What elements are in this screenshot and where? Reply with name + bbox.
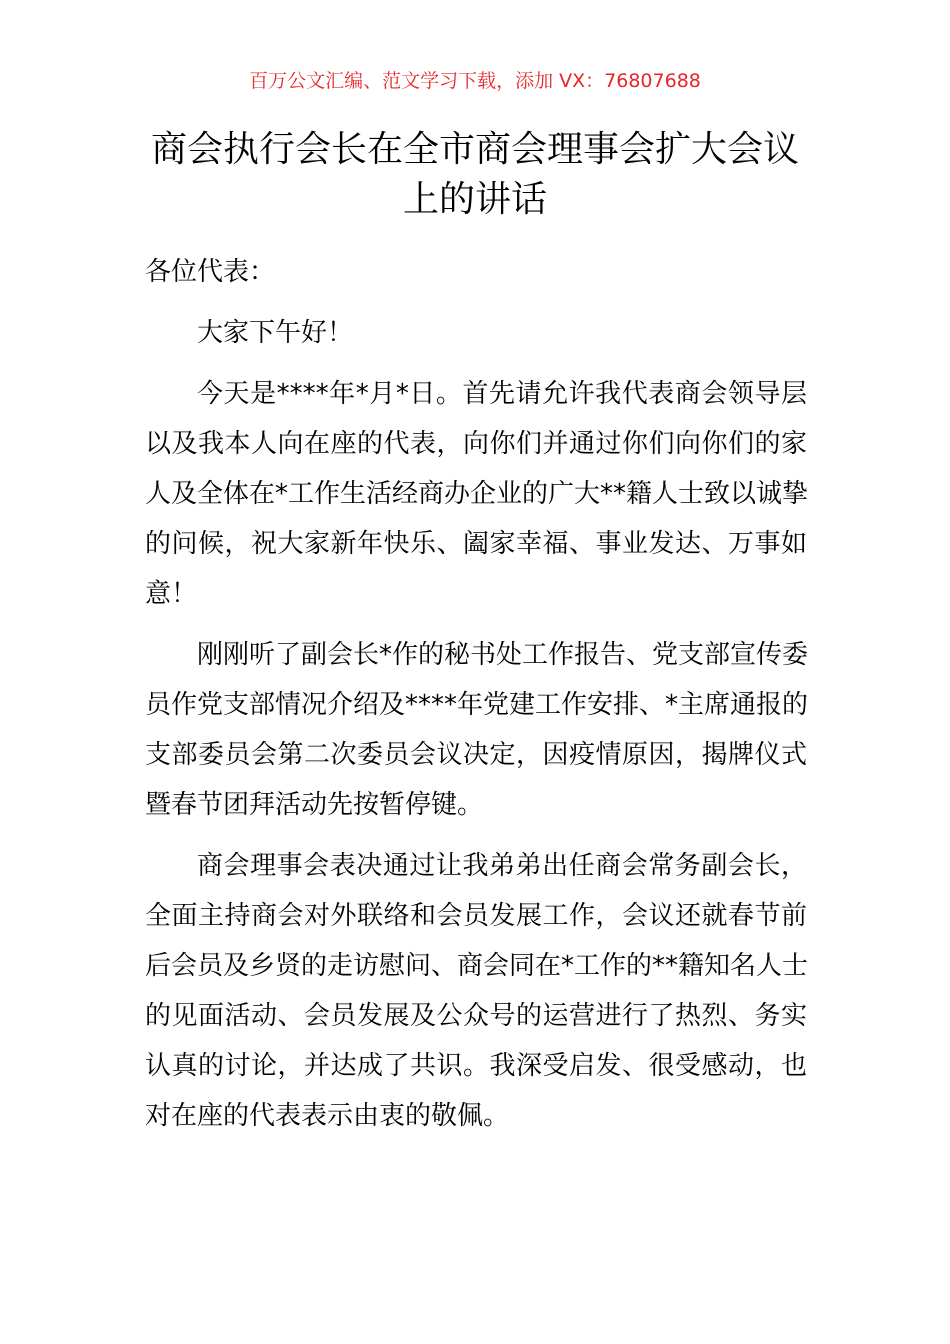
text-line: 后会员及乡贤的走访慰问、商会同在*工作的**籍知名人士: [145, 951, 809, 981]
text-line: 商会理事会表决通过让我弟弟出任商会常务副会长，: [197, 851, 807, 881]
text-line: 刚刚听了副会长*作的秘书处工作报告、党支部宣传委: [197, 640, 809, 670]
document-title: [130, 125, 820, 225]
text-line: 支部委员会第二次委员会议决定，因疫情原因，揭牌仪式: [145, 740, 807, 770]
text-line: 的问候，祝大家新年快乐、阖家幸福、事业发达、万事如: [145, 529, 807, 559]
paragraph: [145, 841, 807, 1141]
watermark-header: 百万公文汇编、范文学习下载，添加 VX：76807688: [249, 70, 701, 92]
title-line: 商会执行会长在全市商会理事会扩大会议: [150, 129, 799, 170]
text-line: 以及我本人向在座的代表，向你们并通过你们向你们的家: [145, 429, 807, 459]
text-line: 员作党支部情况介绍及****年党建工作安排、*主席通报的: [145, 690, 809, 720]
text-line: 意！: [145, 579, 198, 609]
greeting: [145, 308, 807, 358]
text-line: 暨春节团拜活动先按暂停键。: [145, 790, 484, 820]
text-line: 各位代表：: [145, 257, 276, 287]
title-line: 上的讲话: [402, 179, 547, 220]
text-line: 认真的讨论，并达成了共识。我深受启发、很受感动，也: [145, 1051, 807, 1081]
document-body: [145, 247, 807, 1141]
text-line: 今天是****年*月*日。首先请允许我代表商会领导层: [197, 379, 807, 409]
text-line: 大家下午好！: [197, 318, 354, 348]
paragraph: [145, 630, 807, 830]
text-line: 全面主持商会对外联络和会员发展工作，会议还就春节前: [145, 901, 807, 931]
text-line: 对在座的代表表示由衷的敬佩。: [145, 1101, 510, 1131]
salutation: [145, 247, 807, 297]
text-line: 人及全体在*工作生活经商办企业的广大**籍人士致以诚挚: [145, 479, 809, 509]
text-line: 的见面活动、会员发展及公众号的运营进行了热烈、务实: [145, 1001, 807, 1031]
paragraph: [145, 369, 807, 619]
